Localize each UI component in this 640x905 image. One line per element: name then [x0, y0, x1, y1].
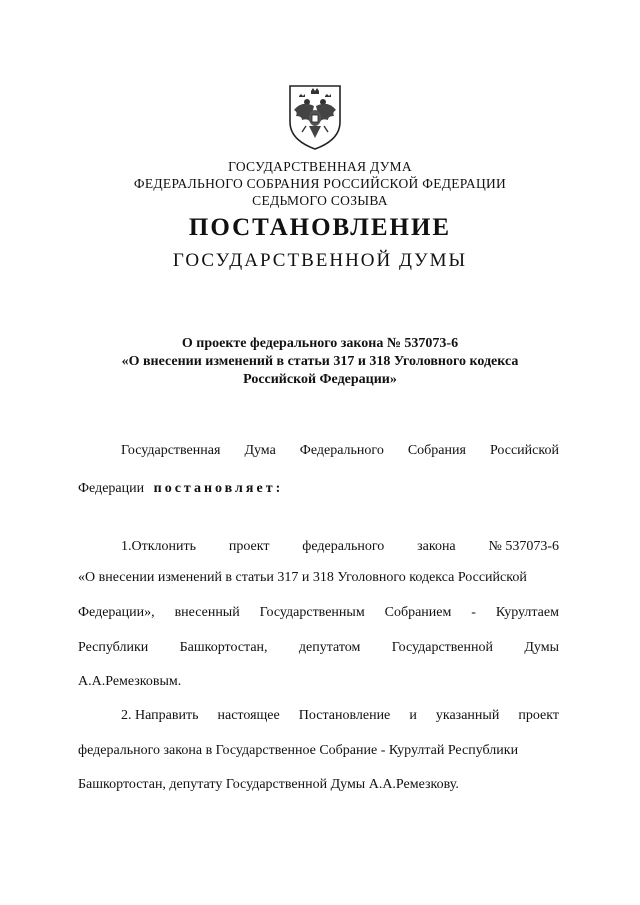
word: и: [409, 708, 417, 723]
p2-line2: федерального закона в Государственное Собрание - Курултай Республики: [78, 743, 519, 758]
p1-line2: «О внесении изменений в статьи 317 и 318 Уголовного кодекса Российской: [78, 570, 527, 585]
p1-line1: [121, 538, 559, 556]
p2-line1: [121, 707, 559, 725]
org-name-line2: ФЕДЕРАЛЬНОГО СОБРАНИЯ РОССИЙСКОЙ ФЕДЕРАЦИИ: [133, 176, 507, 191]
resolves-verb: постановляет:: [153, 481, 284, 496]
word: Федерального: [299, 443, 384, 458]
org-convocation: СЕДЬМОГО СОЗЫВА: [252, 193, 388, 208]
p1-line3: [78, 604, 559, 622]
word: Федерации»,: [78, 605, 155, 620]
preamble-line1: [121, 442, 559, 460]
word: 1.Отклонить: [121, 539, 197, 554]
word: Дума: [244, 443, 276, 458]
document-type-title: ПОСТАНОВЛЕНИЕ: [188, 214, 452, 241]
word: № 537073-6: [488, 539, 559, 554]
word: федерального: [302, 539, 385, 554]
word: внесенный: [174, 605, 240, 620]
subject-line2: «О внесении изменений в статьи 317 и 318 Уголовного кодекса: [121, 354, 519, 369]
word: 2. Направить: [121, 708, 199, 723]
word: Башкортостан,: [179, 640, 268, 655]
word: Собрания: [407, 443, 466, 458]
p1-line5: А.А.Ремезковым.: [78, 674, 182, 689]
russian-coat-of-arms-icon: [280, 82, 350, 152]
word: Думы: [524, 640, 559, 655]
word: закона: [417, 539, 456, 554]
word: Собранием: [384, 605, 452, 620]
subject-line3: Российской Федерации»: [243, 372, 397, 387]
org-name-line1: ГОСУДАРСТВЕННАЯ ДУМА: [228, 159, 412, 174]
word: Российской: [489, 443, 559, 458]
word: Государственная: [121, 443, 221, 458]
word: проект: [228, 539, 270, 554]
word: Постановление: [298, 708, 391, 723]
word: проект: [518, 708, 559, 723]
p1-line4: [78, 639, 559, 657]
p2-line3: Башкортостан, депутату Государственной Думы А.А.Ремезкову.: [78, 777, 459, 792]
word: настоящее: [217, 708, 280, 723]
word: Государственной: [391, 640, 493, 655]
document-issuer: ГОСУДАРСТВЕННОЙ ДУМЫ: [172, 250, 468, 271]
word: Республики: [78, 640, 149, 655]
word: -: [471, 605, 476, 620]
word: Федерации: [78, 481, 145, 496]
word: указанный: [435, 708, 500, 723]
preamble-line2: [78, 480, 559, 498]
word: депутатом: [298, 640, 361, 655]
subject-line1: О проекте федерального закона № 537073-6: [181, 336, 459, 351]
word: Курултаем: [495, 605, 559, 620]
word: Государственным: [259, 605, 365, 620]
